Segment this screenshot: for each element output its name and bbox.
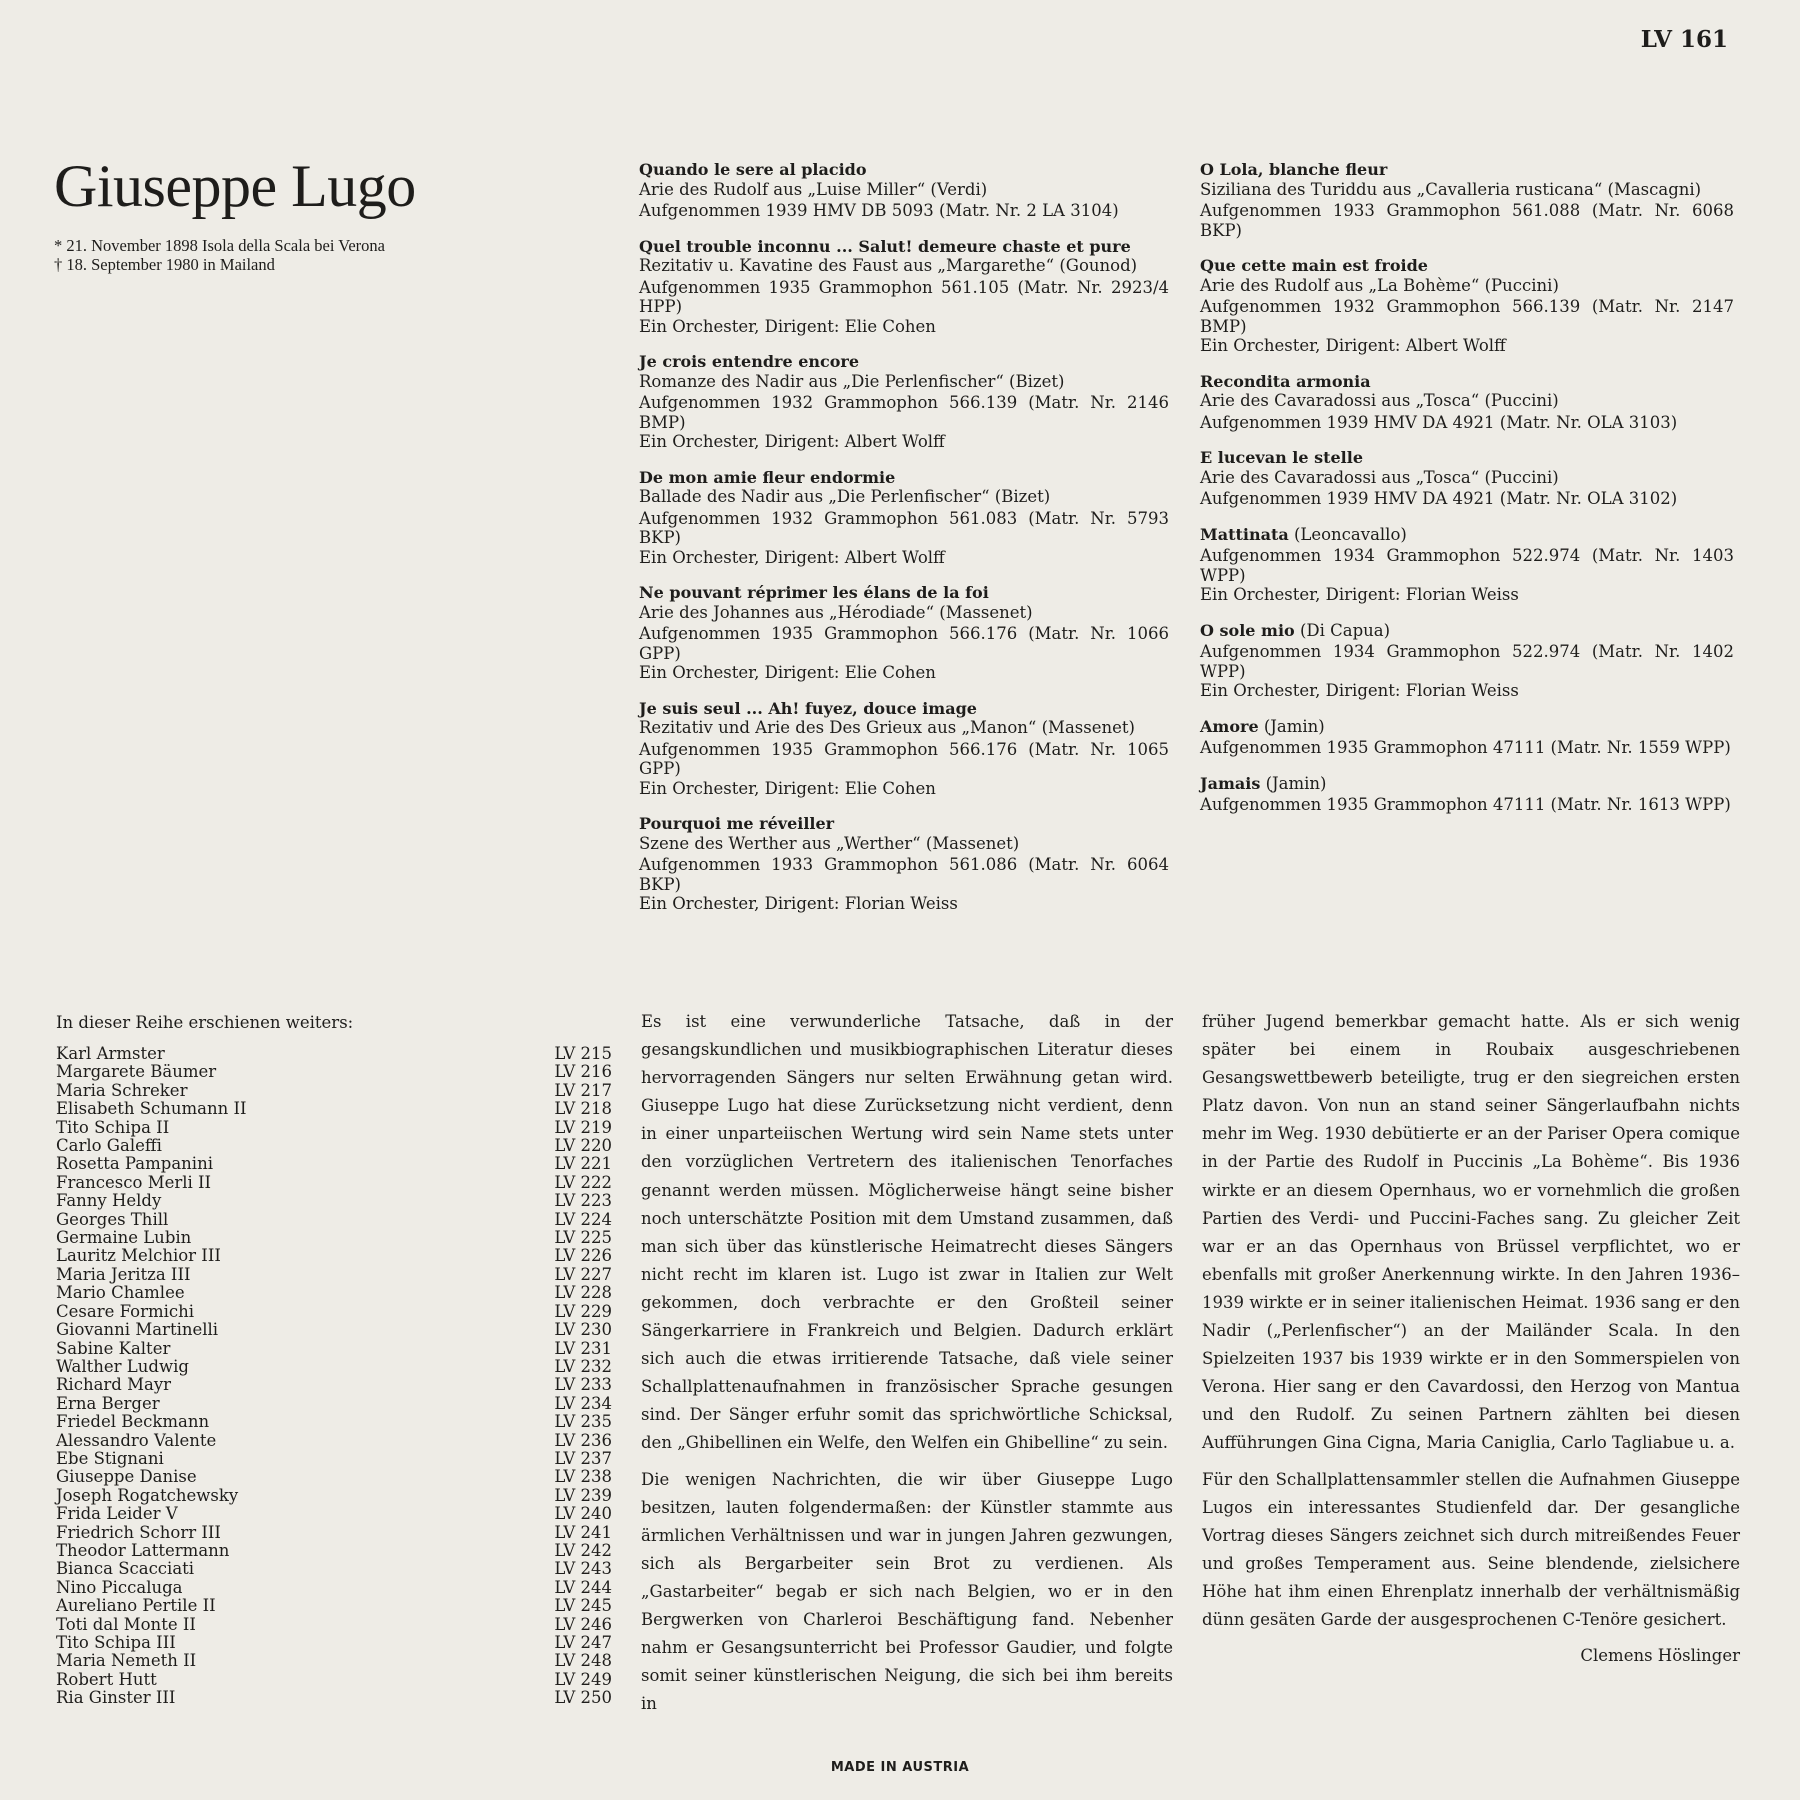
series-artist: Richard Mayr	[56, 1375, 172, 1395]
track-recording-info: Aufgenommen 1932 Grammophon 561.083 (Matr. Nr. 5793 BKP)	[639, 508, 1169, 547]
track-recording-info: Aufgenommen 1932 Grammophon 566.139 (Matr. Nr. 2146 BMP)	[639, 393, 1169, 432]
series-number: LV 221	[554, 1154, 612, 1174]
series-number: LV 240	[554, 1504, 612, 1524]
series-artist: Frida Leider V	[56, 1504, 178, 1524]
series-artist: Bianca Scacciati	[56, 1559, 195, 1579]
series-artist: Alessandro Valente	[56, 1430, 217, 1450]
track-title: O sole mio	[1200, 620, 1295, 640]
series-item	[56, 1284, 612, 1302]
birth-line: * 21. November 1898 Isola della Scala bei Verona	[54, 236, 385, 255]
track-entry	[1200, 160, 1734, 240]
track-description: Arie des Cavaradossi aus „Tosca“ (Puccini)	[1200, 467, 1559, 487]
series-artist: Germaine Lubin	[56, 1228, 192, 1248]
track-orchestra: Ein Orchester, Dirigent: Elie Cohen	[639, 316, 936, 336]
series-item	[56, 1450, 612, 1468]
series-heading: In dieser Reihe erschienen weiters:	[56, 1013, 354, 1032]
series-item	[56, 1413, 612, 1431]
track-list-right	[1200, 160, 1734, 831]
essay-column-right	[1202, 1008, 1740, 1670]
track-heading	[1200, 372, 1734, 392]
track-title: Jamais	[1200, 773, 1261, 793]
track-composer: (Jamin)	[1258, 716, 1325, 736]
track-recording-info: Aufgenommen 1935 Grammophon 566.176 (Matr. Nr. 1066 GPP)	[639, 624, 1169, 663]
track-description: Siziliana des Turiddu aus „Cavalleria rusticana“ (Mascagni)	[1200, 179, 1702, 199]
series-number: LV 220	[554, 1136, 612, 1156]
series-item	[56, 1063, 612, 1081]
essay-column-left	[641, 1008, 1173, 1726]
track-recording-info: Aufgenommen 1939 HMV DB 5093 (Matr. Nr. 2 LA 3104)	[639, 201, 1119, 220]
series-item	[56, 1155, 612, 1173]
series-artist: Theodor Lattermann	[56, 1540, 230, 1560]
track-heading	[1200, 256, 1734, 276]
series-number: LV 247	[554, 1633, 612, 1652]
track-entry	[1200, 525, 1734, 605]
track-title: Quel trouble inconnu ... Salut! demeure chaste et pure	[639, 236, 1131, 256]
series-number: LV 230	[554, 1320, 612, 1340]
series-number: LV 234	[554, 1393, 612, 1413]
series-item	[56, 1505, 612, 1523]
track-orchestra: Ein Orchester, Dirigent: Elie Cohen	[639, 663, 936, 682]
series-number: LV 238	[554, 1467, 612, 1487]
series-item	[56, 1340, 612, 1358]
series-number: LV 217	[554, 1080, 612, 1100]
series-number: LV 250	[554, 1688, 612, 1708]
track-heading	[1200, 160, 1734, 180]
track-heading	[639, 583, 1169, 603]
track-recording-info: Aufgenommen 1935 Grammophon 566.176 (Matr. Nr. 1065 GPP)	[639, 739, 1169, 778]
essay-paragraph: Für den Schallplattensammler stellen die Aufnahmen Giuseppe Lugos ein interessantes Studienfeld dar. Der gesangliche Vortrag dieses Sängers zeichnet sich durch mitreißendes Feuer und großes Temperament aus. Seine blendende, zielsichere Höhe hat ihm einen Ehrenplatz innerhalb der verhältnismäßig dünn gesäten Garde der ausgesprochenen C-Tenöre gesichert.	[1202, 1469, 1740, 1629]
series-artist: Sabine Kalter	[56, 1338, 171, 1358]
track-recording-info: Aufgenommen 1935 Grammophon 47111 (Matr. Nr. 1613 WPP)	[1200, 795, 1731, 814]
series-item	[56, 1579, 612, 1597]
track-heading	[1200, 621, 1734, 641]
series-item	[56, 1671, 612, 1689]
track-heading	[639, 468, 1169, 488]
track-entry	[639, 583, 1169, 683]
track-orchestra: Ein Orchester, Dirigent: Florian Weiss	[639, 894, 958, 913]
series-item	[56, 1119, 612, 1137]
series-artist: Rosetta Pampanini	[56, 1154, 213, 1174]
series-number: LV 231	[554, 1338, 612, 1358]
track-recording-info: Aufgenommen 1939 HMV DA 4921 (Matr. Nr. OLA 3103)	[1200, 412, 1678, 432]
track-entry	[639, 352, 1169, 452]
series-artist: Walther Ludwig	[56, 1356, 189, 1376]
series-number: LV 237	[554, 1448, 612, 1468]
track-orchestra: Ein Orchester, Dirigent: Albert Wolff	[1200, 336, 1506, 355]
series-artist: Joseph Rogatchewsky	[56, 1485, 239, 1505]
track-heading	[639, 352, 1169, 372]
track-heading	[1200, 525, 1734, 545]
series-artist: Friedrich Schorr III	[56, 1522, 221, 1542]
series-artist: Nino Piccaluga	[56, 1577, 183, 1597]
series-artist: Robert Hutt	[56, 1669, 157, 1689]
series-artist: Tito Schipa III	[56, 1633, 176, 1652]
series-number: LV 218	[554, 1099, 612, 1119]
track-heading	[639, 814, 1169, 834]
series-item	[56, 1468, 612, 1486]
series-artist: Carlo Galeffi	[56, 1136, 162, 1156]
track-heading	[639, 160, 1169, 180]
series-list	[56, 1045, 612, 1708]
track-recording-info: Aufgenommen 1934 Grammophon 522.974 (Matr. Nr. 1402 WPP)	[1200, 642, 1734, 681]
series-number: LV 219	[554, 1117, 612, 1137]
essay-paragraph: früher Jugend bemerkbar gemacht hatte. Als er sich wenig später bei einem in Roubaix ausgeschriebenen Gesangswettbewerb beteiligte, trug er den siegreichen ersten Platz davon. Von nun an stand seiner Sängerlaufbahn nichts mehr im Weg. 1930 debütierte er an der Pariser Opera comique in der Partie des Rudolf in Puccinis „La Bohème“. Bis 1936 wirkte er an diesem Opernhaus, wo er vornehmlich die großen Partien des Verdi- und Puccini-Faches sang. Zu gleicher Zeit war er an das Opernhaus von Brüssel verpflichtet, wo er ebenfalls mit großer Anerkennung wirkte. In den Jahren 1936–1939 wirkte er in seiner italienischen Heimat. 1936 sang er den Nadir („Perlenfischer“) an der Mailänder Scala. In den Spielzeiten 1937 bis 1939 wirkte er in den Sommerspielen von Verona. Hier sang er den Cavardossi, den Herzog von Mantua und den Rudolf. Zu seinen Partnern zählten bei diesen Aufführungen Gina Cigna, Maria Caniglia, Carlo Tagliabue u. a.	[1202, 1012, 1740, 1453]
series-item	[56, 1229, 612, 1247]
track-composer: (Di Capua)	[1294, 620, 1391, 640]
series-item	[56, 1634, 612, 1652]
track-title: Amore	[1200, 716, 1259, 736]
track-description: Ballade des Nadir aus „Die Perlenfischer“ (Bizet)	[639, 487, 1051, 506]
track-description: Rezitativ und Arie des Des Grieux aus „Manon“ (Massenet)	[639, 718, 1135, 737]
track-orchestra: Ein Orchester, Dirigent: Elie Cohen	[639, 778, 936, 798]
series-item	[56, 1321, 612, 1339]
track-recording-info: Aufgenommen 1933 Grammophon 561.086 (Matr. Nr. 6064 BKP)	[639, 855, 1169, 894]
series-item	[56, 1487, 612, 1505]
series-item	[56, 1432, 612, 1450]
series-item	[56, 1560, 612, 1578]
series-number: LV 236	[554, 1430, 612, 1450]
series-item	[56, 1192, 612, 1210]
series-item	[56, 1524, 612, 1542]
series-artist: Ria Ginster III	[56, 1688, 176, 1708]
series-item	[56, 1652, 612, 1670]
series-number: LV 241	[554, 1522, 612, 1542]
series-number: LV 249	[554, 1669, 612, 1689]
series-item	[56, 1358, 612, 1376]
artist-name: Giuseppe Lugo	[54, 153, 416, 219]
track-recording-info: Aufgenommen 1933 Grammophon 561.088 (Matr. Nr. 6068 BKP)	[1200, 201, 1734, 240]
series-number: LV 215	[554, 1044, 612, 1063]
series-artist: Maria Nemeth II	[56, 1651, 197, 1671]
track-composer: (Leoncavallo)	[1288, 524, 1407, 544]
series-item	[56, 1266, 612, 1284]
track-description: Romanze des Nadir aus „Die Perlenfischer“ (Bizet)	[639, 371, 1065, 391]
track-description: Rezitativ u. Kavatine des Faust aus „Margarethe“ (Gounod)	[639, 256, 1138, 275]
death-line: † 18. September 1980 in Mailand	[54, 255, 275, 274]
series-artist: Maria Jeritza III	[56, 1264, 191, 1284]
series-item	[56, 1542, 612, 1560]
series-number: LV 232	[554, 1356, 612, 1376]
series-item	[56, 1045, 612, 1063]
series-artist: Francesco Merli II	[56, 1172, 212, 1192]
life-dates	[54, 236, 385, 274]
series-artist: Erna Berger	[56, 1393, 160, 1413]
track-description: Arie des Rudolf aus „La Bohème“ (Puccini)	[1200, 275, 1559, 295]
track-entry	[639, 699, 1169, 799]
track-title: E lucevan le stelle	[1200, 448, 1364, 467]
series-artist: Lauritz Melchior III	[56, 1246, 221, 1266]
track-description: Arie des Johannes aus „Hérodiade“ (Massenet)	[639, 602, 1033, 622]
track-entry	[1200, 256, 1734, 356]
track-recording-info: Aufgenommen 1932 Grammophon 566.139 (Matr. Nr. 2147 BMP)	[1200, 297, 1734, 336]
essay-author: Clemens Höslinger	[1580, 1646, 1740, 1666]
track-recording-info: Aufgenommen 1934 Grammophon 522.974 (Matr. Nr. 1403 WPP)	[1200, 546, 1734, 585]
essay-paragraph: Es ist eine verwunderliche Tatsache, daß in der gesangskundlichen und musikbiographischen Literatur dieses hervorragenden Sängers nur selten Erwähnung getan wird. Giuseppe Lugo hat diese Zurücksetzung nicht verdient, denn in einer unparteiischen Wertung wird sein Name stets unter den vorzüglichen Vertretern des italienischen Tenorfaches genannt werden müssen. Möglicherweise hängt seine bisher noch unterschätzte Position mit dem Umstand zusammen, daß man sich über das künstlerische Heimatrecht dieses Sängers nicht recht im klaren ist. Lugo ist zwar in Italien zur Welt gekommen, doch verbrachte er den Großteil seiner Sängerkarriere in Frankreich und Belgien. Dadurch erklärt sich auch die etwas irritierende Tatsache, daß viele seiner Schallplattenaufnahmen in französischer Sprache gesungen sind. Der Sänger erfuhr somit das sprichwörtliche Schicksal, den „Ghibellinen ein Welfe, den Welfen ein Ghibelline“ zu sein.	[641, 1012, 1173, 1453]
series-artist: Tito Schipa II	[56, 1117, 170, 1137]
series-artist: Giuseppe Danise	[56, 1467, 197, 1487]
series-number: LV 245	[554, 1596, 612, 1616]
track-title: Ne pouvant réprimer les élans de la foi	[639, 583, 989, 602]
track-entry	[1200, 448, 1734, 509]
series-item	[56, 1689, 612, 1707]
series-item	[56, 1247, 612, 1265]
track-entry	[1200, 372, 1734, 433]
essay-paragraph: Die wenigen Nachrichten, die wir über Giuseppe Lugo besitzen, lauten folgendermaßen: der Künstler stammte aus ärmlichen Verhältnissen und war in jungen Jahren gezwungen, sich als Bergarbeiter sein Brot zu verdienen. Als „Gastarbeiter“ begab er sich nach Belgien, wo er in den Bergwerken von Charleroi Beschäftigung fand. Nebenher nahm er Gesangsunterricht bei Professor Gaudier, und folgte somit seiner künstlerischen Neigung, die sich bei ihm bereits in	[641, 1469, 1173, 1714]
track-orchestra: Ein Orchester, Dirigent: Florian Weiss	[1200, 585, 1519, 604]
series-item	[56, 1211, 612, 1229]
series-number: LV 224	[554, 1209, 612, 1229]
track-entry	[639, 814, 1169, 914]
track-title: Quando le sere al placido	[639, 160, 867, 179]
series-artist: Toti dal Monte II	[56, 1614, 196, 1634]
made-in-label: MADE IN AUSTRIA	[830, 1760, 970, 1775]
series-number: LV 243	[554, 1559, 612, 1579]
track-title: Mattinata	[1200, 524, 1289, 544]
track-entry	[1200, 621, 1734, 701]
series-artist: Maria Schreker	[56, 1080, 188, 1100]
track-title: O Lola, blanche fleur	[1200, 160, 1388, 179]
series-number: LV 233	[554, 1375, 612, 1395]
series-item	[56, 1137, 612, 1155]
series-item	[56, 1082, 612, 1100]
track-entry	[639, 468, 1169, 568]
series-number: LV 242	[554, 1540, 612, 1560]
series-artist: Fanny Heldy	[56, 1191, 162, 1211]
series-number: LV 248	[554, 1651, 612, 1671]
series-number: LV 229	[554, 1301, 612, 1321]
series-artist: Margarete Bäumer	[56, 1062, 217, 1082]
track-description: Szene des Werther aus „Werther“ (Massenet)	[639, 833, 1020, 853]
track-entry	[639, 160, 1169, 221]
series-number: LV 226	[554, 1246, 612, 1266]
series-number: LV 235	[554, 1412, 612, 1432]
track-entry	[1200, 774, 1734, 815]
series-artist: Ebe Stignani	[56, 1448, 164, 1468]
series-item	[56, 1395, 612, 1413]
track-title: Pourquoi me réveiller	[639, 814, 835, 833]
series-number: LV 239	[554, 1485, 612, 1505]
series-artist: Cesare Formichi	[56, 1301, 195, 1321]
series-artist: Giovanni Martinelli	[56, 1320, 219, 1340]
track-orchestra: Ein Orchester, Dirigent: Albert Wolff	[639, 432, 945, 451]
track-heading	[1200, 774, 1734, 794]
series-number: LV 244	[554, 1577, 612, 1597]
track-heading	[639, 237, 1169, 257]
track-title: Je suis seul ... Ah! fuyez, douce image	[639, 698, 977, 718]
track-composer: (Jamin)	[1260, 773, 1327, 793]
track-entry	[1200, 717, 1734, 758]
series-number: LV 225	[554, 1228, 612, 1248]
track-orchestra: Ein Orchester, Dirigent: Florian Weiss	[1200, 681, 1519, 700]
series-number: LV 223	[554, 1191, 612, 1211]
track-title: Que cette main est froide	[1200, 256, 1428, 275]
track-orchestra: Ein Orchester, Dirigent: Albert Wolff	[639, 547, 945, 567]
series-artist: Friedel Beckmann	[56, 1412, 210, 1432]
series-number: LV 222	[554, 1172, 612, 1192]
series-item	[56, 1174, 612, 1192]
series-number: LV 228	[554, 1283, 612, 1303]
series-artist: Mario Chamlee	[56, 1283, 185, 1303]
track-entry	[639, 237, 1169, 337]
track-description: Arie des Cavaradossi aus „Tosca“ (Puccini)	[1200, 391, 1559, 410]
series-number: LV 227	[554, 1264, 612, 1284]
catalog-number: LV 161	[1640, 26, 1728, 53]
track-title: Je crois entendre encore	[639, 352, 860, 371]
series-artist: Georges Thill	[56, 1209, 169, 1229]
series-artist: Karl Armster	[56, 1044, 165, 1063]
series-item	[56, 1100, 612, 1118]
series-item	[56, 1597, 612, 1615]
track-recording-info: Aufgenommen 1939 HMV DA 4921 (Matr. Nr. OLA 3102)	[1200, 489, 1678, 508]
series-item	[56, 1376, 612, 1394]
series-item	[56, 1303, 612, 1321]
series-artist: Elisabeth Schumann II	[56, 1099, 247, 1119]
series-artist: Aureliano Pertile II	[56, 1596, 216, 1616]
series-number: LV 216	[554, 1062, 612, 1082]
track-list-left	[639, 160, 1169, 930]
track-heading	[1200, 448, 1734, 468]
series-item	[56, 1616, 612, 1634]
track-heading	[639, 699, 1169, 719]
series-number: LV 246	[554, 1614, 612, 1634]
track-recording-info: Aufgenommen 1935 Grammophon 47111 (Matr. Nr. 1559 WPP)	[1200, 738, 1731, 757]
track-title: Recondita armonia	[1200, 371, 1371, 391]
track-description: Arie des Rudolf aus „Luise Miller“ (Verdi)	[639, 179, 988, 199]
track-title: De mon amie fleur endormie	[639, 467, 896, 487]
track-recording-info: Aufgenommen 1935 Grammophon 561.105 (Matr. Nr. 2923/4 HPP)	[639, 277, 1169, 316]
track-heading	[1200, 717, 1734, 737]
